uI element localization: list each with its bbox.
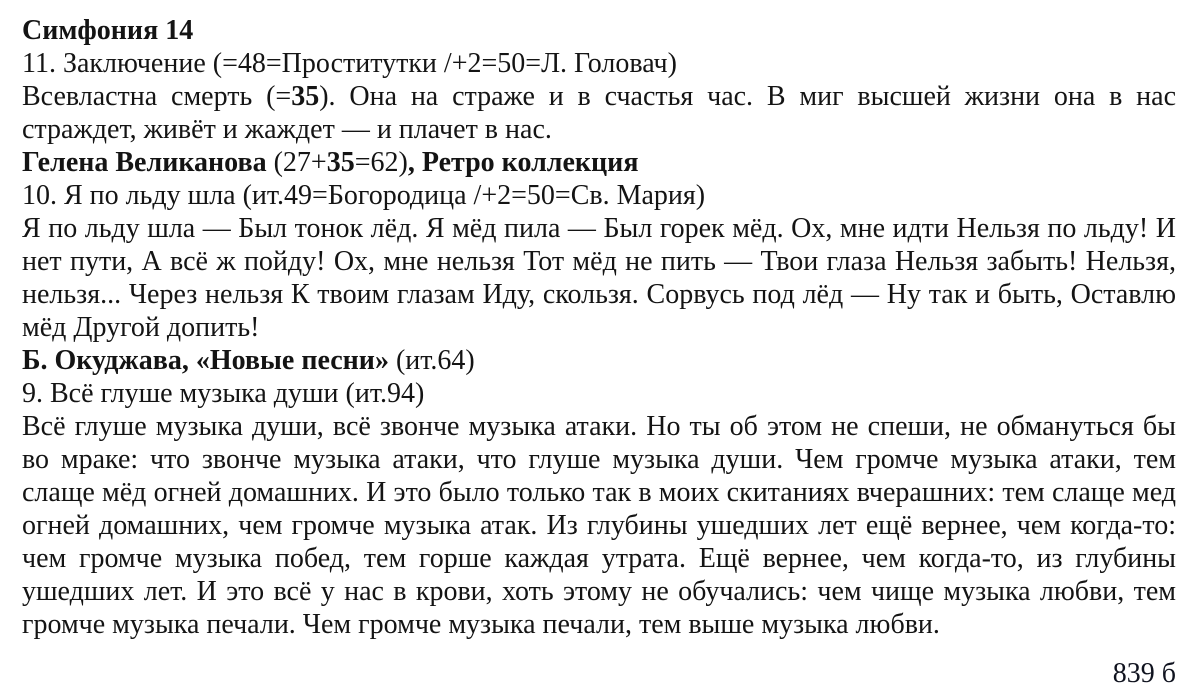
artist-heading-velikanova [22, 146, 1176, 179]
artist-name: Б. Окуджава, «Новые песни» [22, 345, 396, 376]
artist-collection-label: , Ретро коллекция [407, 147, 639, 178]
track-11-heading: 11. Заключение (=48=Проститутки /+2=50=Л. Головач) [22, 48, 677, 79]
artist-paren-bold-number: 35 [326, 147, 355, 178]
track-9-heading: 9. Всё глуше музыка души (ит.94) [22, 378, 425, 409]
artist-paren-segment: (ит.64) [395, 345, 475, 376]
artist-name: Гелена Великанова [22, 147, 274, 178]
track-11-lyrics [22, 80, 1176, 146]
track-9-lyrics: Всё глуше музыка души, всё звонче музыка атаки. Но ты об этом не спеши, не обмануться бы во мраке: что звонче музыка атаки, что глуше музыка души. Чем громче музыка атаки, тем слаще мёд огней домашних. И это было только так в моих скитаниях вчерашних: тем слаще мед огней домашних, чем громче музыка атак. Из глубины ушедших лет ещё вернее, чем когда-то: чем громче музыка побед, тем горше каждая утрата. Ещё вернее, чем когда-то, из глубины ушедших лет. И это всё у нас в крови, хоть этому не обучались: чем чище музыка любви, тем громче музыка печали. Чем громче музыка печали, тем выше музыка любви. [22, 411, 1176, 640]
artist-paren-segment: =62) [354, 147, 408, 178]
track-10-heading: 10. Я по льду шла (ит.49=Богородица /+2=50=Св. Мария) [22, 180, 706, 211]
symphony-title: Симфония 14 [22, 15, 194, 46]
track-10-lyrics: Я по льду шла — Был тонок лёд. Я мёд пила — Был горек мёд. Ох, мне идти Нельзя по льду! И нет пути, А всё ж пойду! Ох, мне нельзя Тот мёд не пить — Твои глаза Нельзя забыть! Нельзя, нельзя... Через нельзя К твоим глазам Иду, скользя. Сорвусь под лёд — Ну так и быть, Оставлю мёд Другой допить! [22, 213, 1176, 343]
lyrics-bold-number: 35 [291, 81, 320, 112]
artist-paren-segment: (27+ [273, 147, 327, 178]
lyrics-segment: ). Она на страже и в счастья час. В миг высшей жизни она в нас страждет, живёт и жаждет — и плачет в нас. [22, 81, 1177, 145]
artist-heading-okudzhava [22, 344, 1176, 377]
page-number: 839 б [1112, 658, 1176, 689]
lyrics-segment: Всевластна смерть (= [22, 81, 292, 112]
